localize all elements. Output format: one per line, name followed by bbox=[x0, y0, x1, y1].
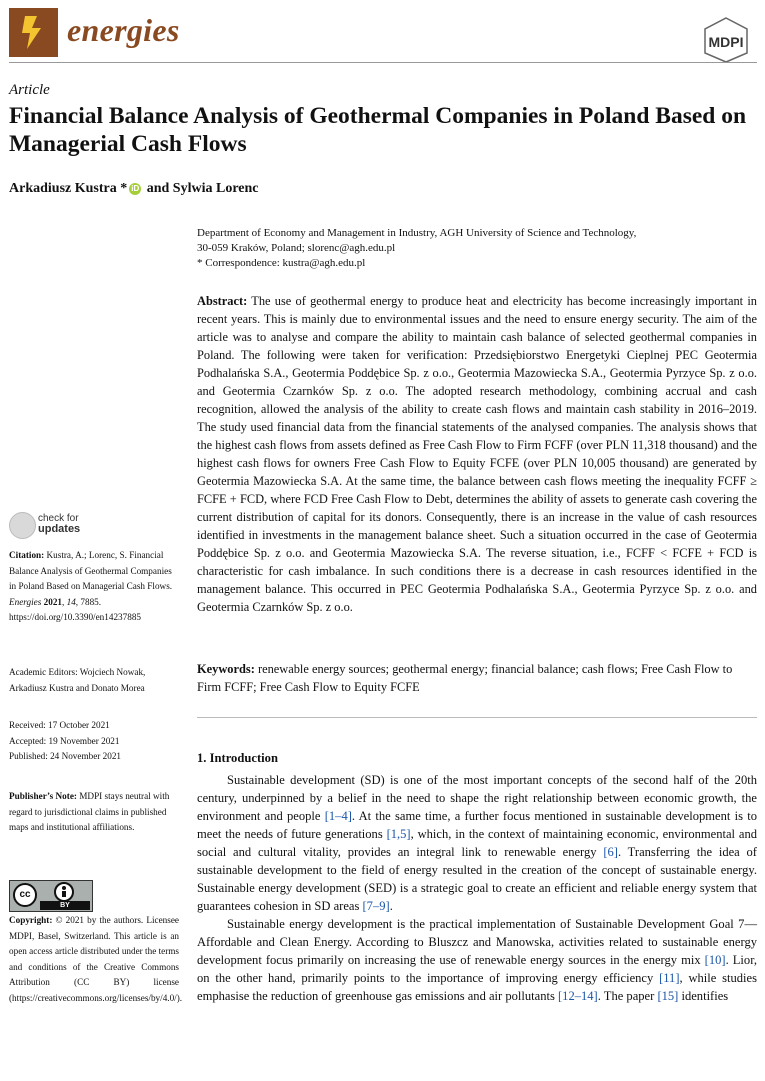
journal-name: energies bbox=[67, 12, 180, 48]
academic-editors: Academic Editors: Wojciech Nowak, Arkadiusz Kustra and Donato Morea bbox=[9, 667, 146, 693]
abstract bbox=[197, 292, 757, 616]
citation-link[interactable]: [12–14] bbox=[558, 989, 598, 1003]
author-lorenc[interactable]: and Sylwia Lorenc bbox=[146, 181, 259, 196]
citation-block: Citation: Kustra, A.; Lorenc, S. Financial Balance Analysis of Geothermal Companies in Poland Based on Managerial Cash Flows. Energies 2021, 14, 7885. https://doi.org/10.3390/en14237885 bbox=[9, 550, 173, 623]
citation-link[interactable]: [10] bbox=[704, 953, 726, 967]
cc-icon: cc bbox=[13, 883, 37, 907]
author-kustra[interactable]: Arkadiusz Kustra bbox=[9, 181, 117, 196]
keywords-label: Keywords: bbox=[197, 662, 255, 676]
abstract-label: Abstract: bbox=[197, 294, 248, 308]
introduction-body bbox=[197, 771, 757, 1005]
svg-text:MDPI: MDPI bbox=[708, 34, 744, 50]
publisher-note-label: Publisher’s Note: bbox=[9, 791, 77, 801]
citation-doi[interactable]: , 7885. https://doi.org/10.3390/en14237885 bbox=[9, 596, 142, 623]
paragraph: Sustainable development (SD) is one of the most important concepts of the second half of the 20th century, underpinned by a belief in the need to shape the right relationship between economic growth, the environment and people [1–4]. At the same time, a further focus mentioned in sustainable development is to meet the needs of future generations [1,5], which, in the context of maintaining economic, environmental and social and cultural vitality, provides an integral link to renewable energy [6]. Transferring the idea of sustainable development to the field of energy resulted in the creation of the concept of sustainable energy. Sustainable energy development (SED) is a strategic goal to create an efficient and reliable energy system that guarantees cohesion in SD areas [7–9]. bbox=[197, 773, 757, 913]
affiliation-line2: 30-059 Kraków, Poland; slorenc@agh.edu.pl bbox=[197, 242, 396, 254]
check-line2: updates bbox=[38, 523, 81, 535]
corresponding-mark: * bbox=[120, 181, 128, 196]
accepted-date: Accepted: 19 November 2021 bbox=[9, 735, 120, 746]
person-icon bbox=[54, 882, 74, 902]
published-date: Published: 24 November 2021 bbox=[9, 751, 122, 762]
header-divider bbox=[9, 62, 757, 63]
check-for-updates-badge[interactable] bbox=[9, 511, 109, 539]
citation-link[interactable]: [1,5] bbox=[386, 827, 411, 841]
journal-logo bbox=[9, 8, 58, 57]
section-heading-introduction: 1. Introduction bbox=[197, 751, 278, 765]
copyright-label: Copyright: bbox=[9, 915, 53, 925]
citation-year: 2021 bbox=[43, 596, 62, 607]
citation-label: Citation: bbox=[9, 550, 45, 560]
dates-block bbox=[9, 718, 179, 765]
citation-link[interactable]: [11] bbox=[659, 971, 680, 985]
affiliation-line1: Department of Economy and Management in Industry, AGH University of Science and Technology, bbox=[197, 227, 637, 239]
keywords bbox=[197, 660, 757, 696]
paragraph: Sustainable energy development is the practical implementation of Sustainable Development Goal 7—Affordable and Clean Energy. According to Bluszcz and Manowska, activities related to sustainable energy development focus primarily on increasing the use of renewable energy sources in the energy mix [10]. Lior, on the other hand, primarily points to the importance of improving energy efficiency [11], while studies emphasise the reduction of greenhouse gas emissions and air pollutants [12–14]. The paper [15] identifies bbox=[197, 917, 758, 1003]
citation-journal: Energies bbox=[9, 596, 42, 607]
check-line1: check for bbox=[38, 513, 79, 524]
citation-volume: 14 bbox=[66, 596, 76, 607]
citation-link[interactable]: [6] bbox=[603, 845, 618, 859]
publisher-note bbox=[9, 789, 179, 836]
copyright-block bbox=[9, 913, 183, 1007]
copyright-text: © 2021 by the authors. Licensee MDPI, Basel, Switzerland. This article is an open access article distributed under the terms and conditions of the Creative Commons Attribution (CC BY) license (https://creativecommons.org/licenses/by/4.0/). bbox=[9, 915, 183, 1003]
cc-by-license-icon[interactable] bbox=[9, 880, 93, 912]
keywords-text: renewable energy sources; geothermal energy; financial balance; cash flows; Free Cash Flow to Firm FCFF; Free Cash Flow to Equity FCFE bbox=[197, 662, 733, 694]
abstract-text: The use of geothermal energy to produce heat and electricity has become increasingly important in recent years. This is mainly due to environmental issues and the need to ensure energy security. The aim of the article was to analyse and compare the ability to maintain cash balance of selected geothermal companies in Poland. The following were taken for verification: Przedsiębiorstwo Energetyki Cieplnej PEC Geotermia Podhalańska S.A., Geotermia Poddębice Sp. z o.o., Geotermia Mazowiecka S.A., Geotermia Pyrzyce Sp. z o.o. and Geotermia Czarnków Sp. z o.o. The adopted research methodology, combining accrual and cash recognition, allowed the analysis of the ability to create cash flows and maintain cash stability in 2016–2019. The study used financial data from the financial statements of the analysed companies. The analysis shows that the highest cash flows from assets defined as Free Cash Flow to Firm FCFF (over PLN 11,318 thousand) and the highest cash flows for owners Free Cash Flow to Equity FCFE (over PLN 10,005 thousand) are generated by Geotermia Mazowiecka S.A. At the same time, the balance between cash flows meeting the inequality FCFF ≥ FCFE + FCD, where FCD Free Cash Flow to Debt, determines the ability of assets to generate cash covering the current distribution of capital for its donors. Consequently, there is an increase in the value of cash resources identified in investments in the management balance sheet. Such a situation occurred in the case of Geotermia Poddębice Sp. z o.o. and Geotermia Mazowiecka S.A. The reverse situation, i.e., FCFF < FCFE + FCD is characteristic for cash imbalance. In such conditions there is a decrease in cash resources identified in the management balance. This occurred in PEC Geotermia Podhalańska S.A., Geotermia Pyrzyce Sp. z o.o. and Geotermia Czarnków Sp. z o.o. bbox=[197, 294, 758, 614]
by-label: BY bbox=[40, 901, 90, 910]
correspondence: * Correspondence: kustra@agh.edu.pl bbox=[197, 257, 366, 269]
affiliation bbox=[197, 226, 757, 271]
check-updates-icon bbox=[9, 512, 36, 539]
citation-text: Kustra, A.; Lorenc, S. Financial Balance Analysis of Geothermal Companies in Poland Based on Managerial Cash Flows. bbox=[9, 550, 173, 592]
journal-header bbox=[9, 8, 757, 60]
article-type: Article bbox=[9, 82, 50, 98]
author-list bbox=[9, 181, 259, 197]
publisher-note-text: MDPI stays neutral with regard to jurisdictional claims in published maps and institutional affiliations. bbox=[9, 791, 170, 833]
mdpi-logo bbox=[701, 16, 751, 64]
article-title: Financial Balance Analysis of Geothermal Companies in Poland Based on Managerial Cash Flows bbox=[9, 103, 747, 157]
citation-link[interactable]: [7–9] bbox=[362, 899, 390, 913]
citation-link[interactable]: [15] bbox=[657, 989, 679, 1003]
lightning-bolt-icon bbox=[19, 16, 48, 49]
citation-link[interactable]: [1–4] bbox=[324, 809, 352, 823]
orcid-icon[interactable]: iD bbox=[131, 184, 140, 193]
keywords-divider bbox=[197, 717, 757, 718]
received-date: Received: 17 October 2021 bbox=[9, 720, 110, 730]
